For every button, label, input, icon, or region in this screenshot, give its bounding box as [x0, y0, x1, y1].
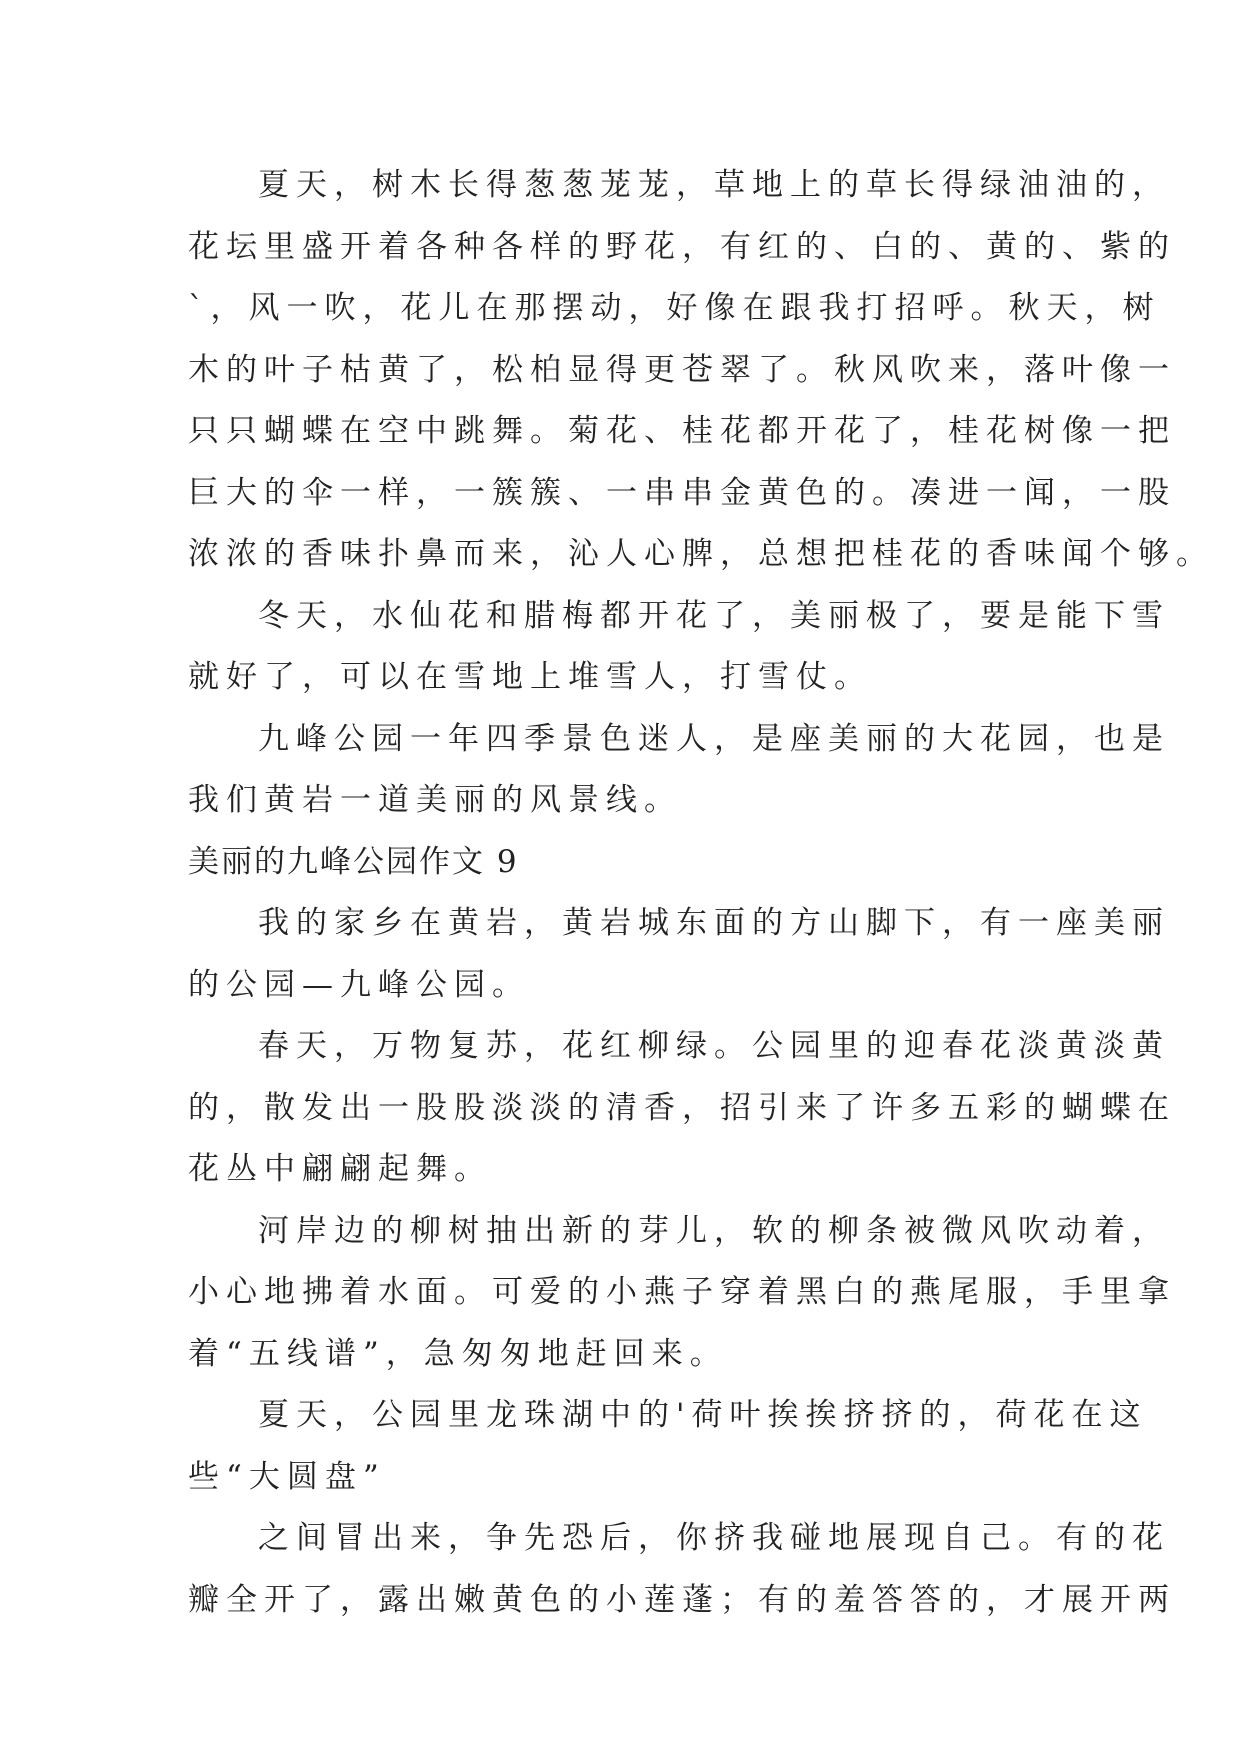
essay-body — [188, 155, 1214, 1631]
text-line: 九峰公园一年四季景色迷人，是座美丽的大花园，也是 — [258, 720, 1170, 757]
section-heading: 美丽的九峰公园作文 9 — [188, 843, 519, 880]
text-line: 花丛中翩翩起舞。 — [188, 1151, 492, 1187]
text-line: 夏天，树木长得葱葱茏茏，草地上的草长得绿油油的， — [258, 167, 1170, 203]
text-line: 就好了，可以在雪地上堆雪人，打雪仗。 — [188, 659, 872, 695]
text-line: 木的叶子枯黄了，松柏显得更苍翠了。秋风吹来，落叶像一 — [188, 351, 1176, 388]
text-line: 着“五线谱”，急匆匆地赶回来。 — [188, 1335, 728, 1372]
text-line: 浓浓的香味扑鼻而来，沁人心脾，总想把桂花的香味闻个够。 — [188, 536, 1214, 572]
text-line: 只只蝴蝶在空中跳舞。菊花、桂花都开花了，桂花树像一把 — [188, 413, 1176, 449]
text-line: 夏天，公园里龙珠湖中的'荷叶挨挨挤挤的，荷花在这 — [258, 1397, 1148, 1433]
text-line: 冬天，水仙花和腊梅都开花了，美丽极了，要是能下雪 — [258, 597, 1170, 634]
text-line: 的公园—九峰公园。 — [188, 966, 530, 1003]
text-line: `，风一吹，花儿在那摆动，好像在跟我打招呼。秋天，树 — [188, 290, 1161, 326]
text-line: 我们黄岩一道美丽的风景线。 — [188, 782, 682, 818]
text-line: 花坛里盛开着各种各样的野花，有红的、白的、黄的、紫的 — [188, 228, 1176, 265]
text-line: 瓣全开了，露出嫩黄色的小莲蓬；有的羞答答的，才展开两 — [188, 1581, 1176, 1618]
text-line: 的，散发出一股股淡淡的清香，招引来了许多五彩的蝴蝶在 — [188, 1089, 1176, 1126]
text-line: 之间冒出来，争先恐后，你挤我碰地展现自己。有的花 — [258, 1520, 1170, 1556]
text-line: 春天，万物复苏，花红柳绿。公园里的迎春花淡黄淡黄 — [258, 1028, 1170, 1064]
text-line: 巨大的伞一样，一簇簇、一串串金黄色的。凑进一闻，一股 — [188, 474, 1176, 511]
text-line: 我的家乡在黄岩，黄岩城东面的方山脚下，有一座美丽 — [258, 905, 1170, 941]
text-line: 小心地拂着水面。可爱的小燕子穿着黑白的燕尾服，手里拿 — [188, 1274, 1176, 1310]
text-line: 河岸边的柳树抽出新的芽儿，软的柳条被微风吹动着， — [258, 1212, 1170, 1249]
text-line: 些“大圆盘” — [188, 1458, 386, 1495]
